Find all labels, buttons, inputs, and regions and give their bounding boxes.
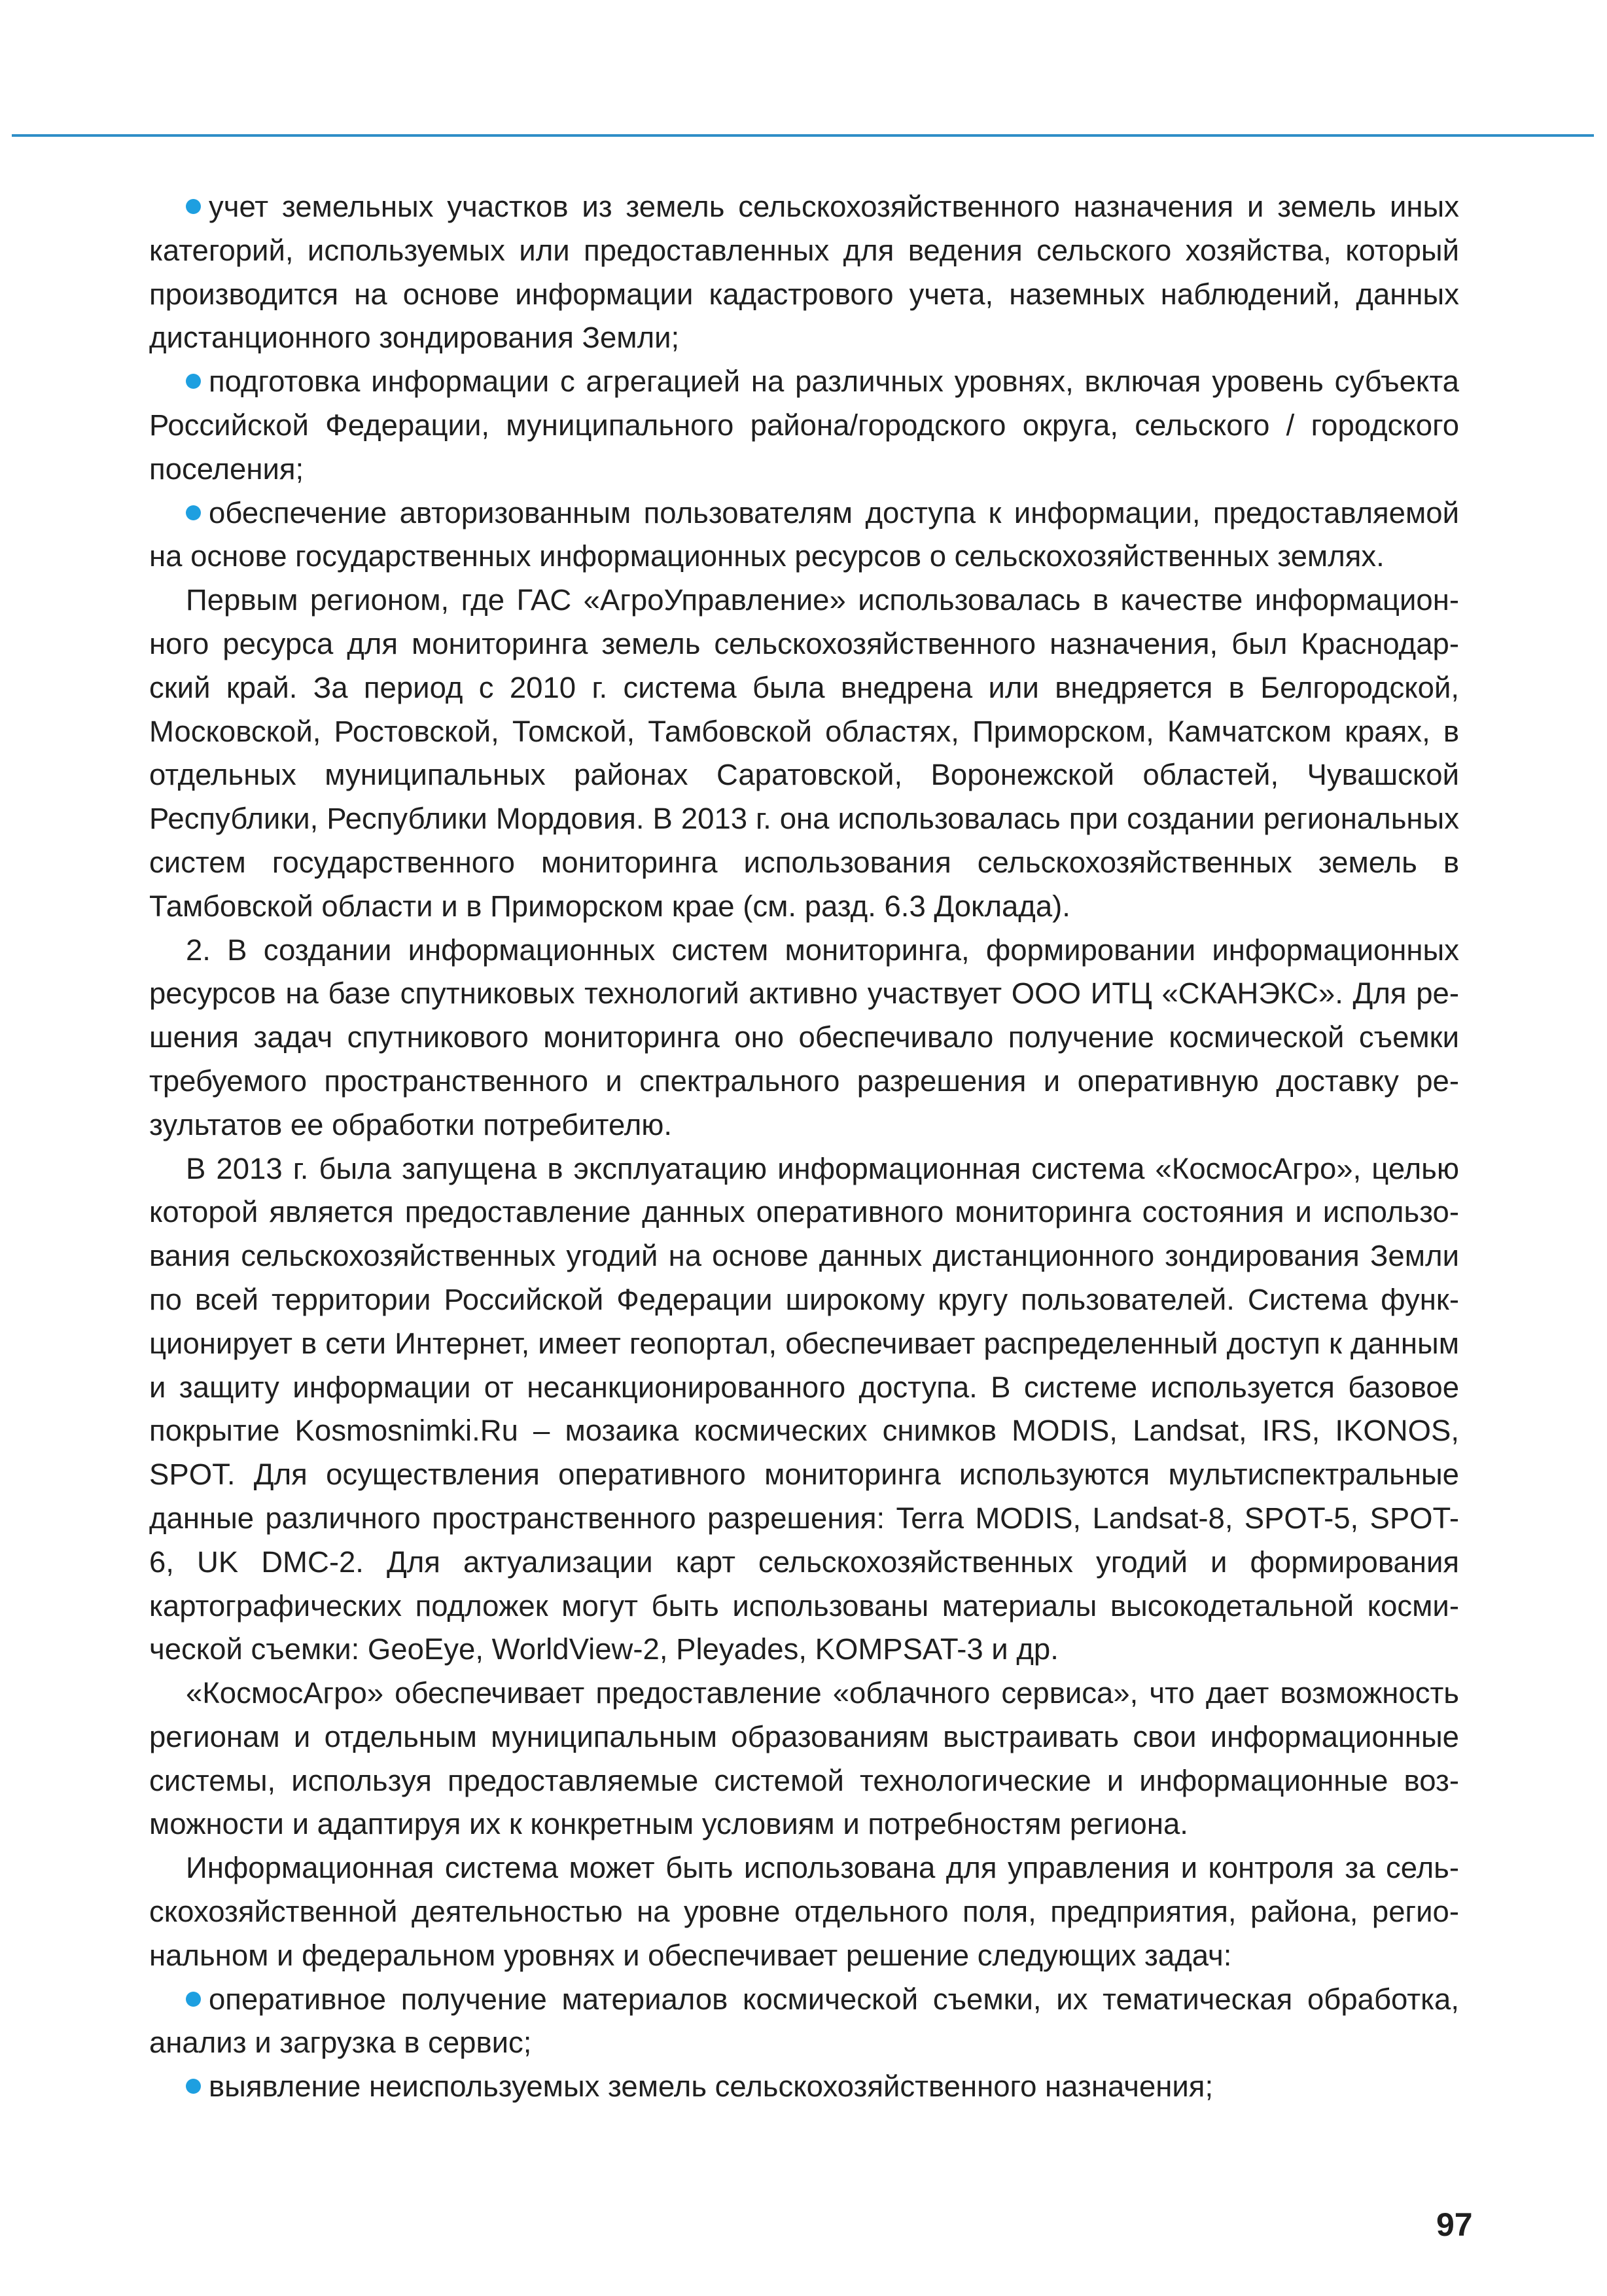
bullet-item [149,1978,1459,2066]
paragraph-first-region: Первым регионом, где ГАС «АгроУправление» использовалась в качестве информационного ресурса для мониторинга земель сельскохозяйственного назначения, был Краснодарский край. За период с 2010 г. система была внедрена или внедряется в Белгородской, Московской, Ростовской, Томской, Тамбовской областях, Приморском, Камчатском краях, в отдельных муниципальных районах Саратовской, Воронежской областей, Чувашской Республики, Республики Мордовия. В 2013 г. она использовалась при создании региональных систем государственного мониторинга использования сельскохозяйственных земель в Тамбовской области и в Приморском крае (см. разд. 6.3 Доклада). [149,583,1459,923]
bullet-icon [186,199,201,214]
bullet-item [149,2065,1459,2109]
page-body [149,185,1459,2109]
paragraph-cloud-service: «КосмосАгро» обеспечивает предоставление «облачного сервиса», что дает возможность регионам и отдельным муниципальным образованиям выстраивать свои информационные системы, используя предоставляемые системой технологические и информационные возможности и адаптируя их к конкретным условиям и потребностям региона. [149,1676,1459,1841]
bullet-text: учет земельных участков из земель сельскохозяйственного назначения и земель иных категорий, используемых или предоставленных для ведения сельского хозяйства, который производится на основе информации кадастрового учета, наземных наблюдений, данных дистанционного зондирования Земли; [149,190,1459,355]
bullet-text: выявление неиспользуемых земель сельскохозяйственного назначения; [209,2070,1214,2104]
page-number: 97 [1436,2206,1473,2243]
bullet-icon [186,1992,201,2007]
paragraph-scanex: 2. В создании информационных систем мониторинга, формировании информационных ресурсов на базе спутниковых технологий активно участвует ООО ИТЦ «СКАНЭКС». Для решения задач спутникового мониторинга оно обеспечивало получение космической съемки требуемого пространственного и спектрального разрешения и оперативную доставку результатов ее обработки потребителю. [149,933,1459,1141]
bullet-item [149,360,1459,491]
bullet-item [149,185,1459,360]
bullet-icon [186,505,201,520]
bullet-icon [186,374,201,389]
bullet-icon [186,2079,201,2094]
paragraph-tasks-intro: Информационная система может быть использована для управления и контроля за сельскохозяйственной деятельностью на уровне отдельного поля, предприятия, района, региональном и федеральном уровнях и обеспечивает решение следующих задач: [149,1851,1459,1972]
paragraph-kosmosagro: В 2013 г. была запущена в эксплуатацию информационная система «КосмосАгро», целью которой является предоставление данных оперативного мониторинга состояния и использования сельскохозяйственных угодий на основе данных дистанционного зондирования Земли по всей территории Российской Федерации широкому кругу пользователей. Система функционирует в сети Интернет, имеет геопортал, обеспечивает распределенный доступ к данным и защиту информации от несанкционированного доступа. В системе используется базовое покрытие Kosmosnimki.Ru – мозаика космических снимков MODIS, Landsat, IRS, IKONOS, SPOT. Для осуществления оперативного мониторинга используются мультиспектральные данные различного пространственного разрешения: Terra MODIS, Landsat-8, SPOT-5, SPOT-6, UK DMC-2. Для актуализации карт сельскохозяйственных угодий и формирования картографических подложек могут быть использованы материалы высокодетальной космической съемки: GeoEye, WorldView-2, Pleyades, KOMPSAT-3 и др. [149,1151,1459,1666]
bullet-text: подготовка информации с агрегацией на различных уровнях, включая уровень субъекта Российской Федерации, муниципального района/городского округа, сельского / городского поселения; [149,365,1459,486]
header-rule [12,134,1594,137]
bullet-text: оперативное получение материалов космической съемки, их тематическая обработка, анализ и загрузка в сервис; [149,1982,1459,2060]
bullet-text: обеспечение авторизованным пользователям доступа к информации, предоставляемой на основе государственных информационных ресурсов о сельскохозяйственных землях. [149,495,1459,573]
bullet-item [149,492,1459,579]
